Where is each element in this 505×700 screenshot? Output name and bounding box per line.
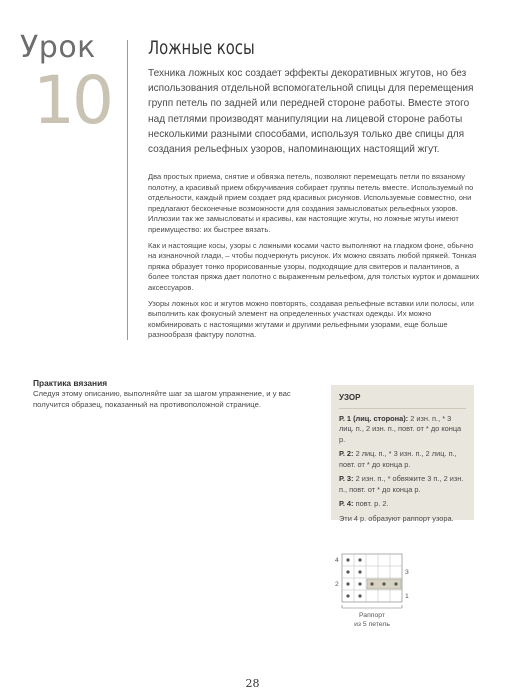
pattern-heading: УЗОР <box>339 393 361 402</box>
row-label: Р. 3: <box>339 474 354 483</box>
page-number: 28 <box>245 677 260 690</box>
pattern-box <box>331 385 474 523</box>
row-text: 2 изн. п., * 3 лиц. п., 2 изн. п., повт. от * до конца р. <box>339 413 462 444</box>
pattern-heading-rule <box>339 408 466 409</box>
row-text: повт. р. 2. <box>355 499 389 508</box>
chart-row-number: 1 <box>405 593 409 600</box>
vertical-divider <box>127 40 128 340</box>
practice-title: Практика вязания <box>33 378 108 388</box>
lead-paragraph: Техника ложных кос создает эффекты декоративных жгутов, но без использования отдельной вспомогательной спицы для перемещения групп петель по задней или передней стороне работы. Вместе этого над петлями производят манипуляции на лицевой стороне работы несколькими разными способами, используя только две спицы для создания рельефных узоров, напоминающих настоящий жгут. <box>148 68 474 156</box>
lesson-word: Урок <box>20 30 96 65</box>
chart-row-number: 4 <box>335 557 339 564</box>
chart-caption: Раппорт <box>359 612 385 619</box>
knitting-chart <box>325 550 425 630</box>
row-text: 2 лиц. п., * 3 изн. п., 2 лиц. п., повт. от * до конца р. <box>339 449 457 469</box>
chart-row-number: 2 <box>335 581 339 588</box>
body-text <box>148 172 482 346</box>
row-label: Р. 2: <box>339 449 354 458</box>
practice-text: Следуя этому описанию, выполняйте шаг за шагом упражнение, и у вас получится образец, показанный на противоположной странице. <box>33 389 291 409</box>
pattern-row <box>339 499 466 510</box>
pattern-row <box>339 474 466 495</box>
pattern-row <box>339 449 466 470</box>
pattern-row <box>339 414 466 446</box>
body-paragraph: Узоры ложных кос и жгутов можно повторять, создавая рельефные вставки или полосы, или выполнить как фокусный элемент на определенных участках одежды. Их можно комбинировать с настоящими жгутами и другими рельефными узорами, еще больше разнообразя фактуру полотна. <box>148 298 474 340</box>
lesson-number: 10 <box>33 62 111 139</box>
wrap-stitch-symbol <box>367 579 401 589</box>
row-label: Р. 4: <box>339 499 354 508</box>
page-title: Ложные косы <box>148 37 255 59</box>
chart-caption: из 5 петель <box>354 621 390 628</box>
row-text: 2 изн. п., * обвяжите 3 п., 2 изн. п., повт. от * до конца р. <box>339 474 464 494</box>
body-paragraph: Два простых приема, снятие и обвязка петель, позволяют перемещать петли по вязаному полотну, а красивый прием обкручивания собирает группы петель вместе. Используемый по отдельности, каждый прием создает ряд красивых рисунков. Используемые совместно, они предлагают бесконечные возможности для создания замысловатых рельефных узоров. Иллюзии так же замысловаты и красивы, как настоящие жгуты, но ложные жгуты имеют преимущество: их быстрее вязать. <box>148 172 474 234</box>
body-paragraph: Как и настоящие косы, узоры с ложными косами часто выполняют на гладком фоне, обычно на изнаночной глади, – чтобы подчеркнуть рисунок. Их можно связать любой пряжей. Тонкая пряжа образует тонко прорисованные узоры, подходящие для свитеров и палантинов, а более толстая пряжа дает полотно с выраженным рельефом, для толстых курток и домашних аксессуаров. <box>148 240 480 292</box>
row-label: Р. 1 (лиц. сторона): <box>339 413 409 423</box>
chart-row-number: 3 <box>405 569 409 576</box>
repeat-bracket <box>342 605 402 608</box>
pattern-note: Эти 4 р. образуют раппорт узора. <box>339 513 454 523</box>
